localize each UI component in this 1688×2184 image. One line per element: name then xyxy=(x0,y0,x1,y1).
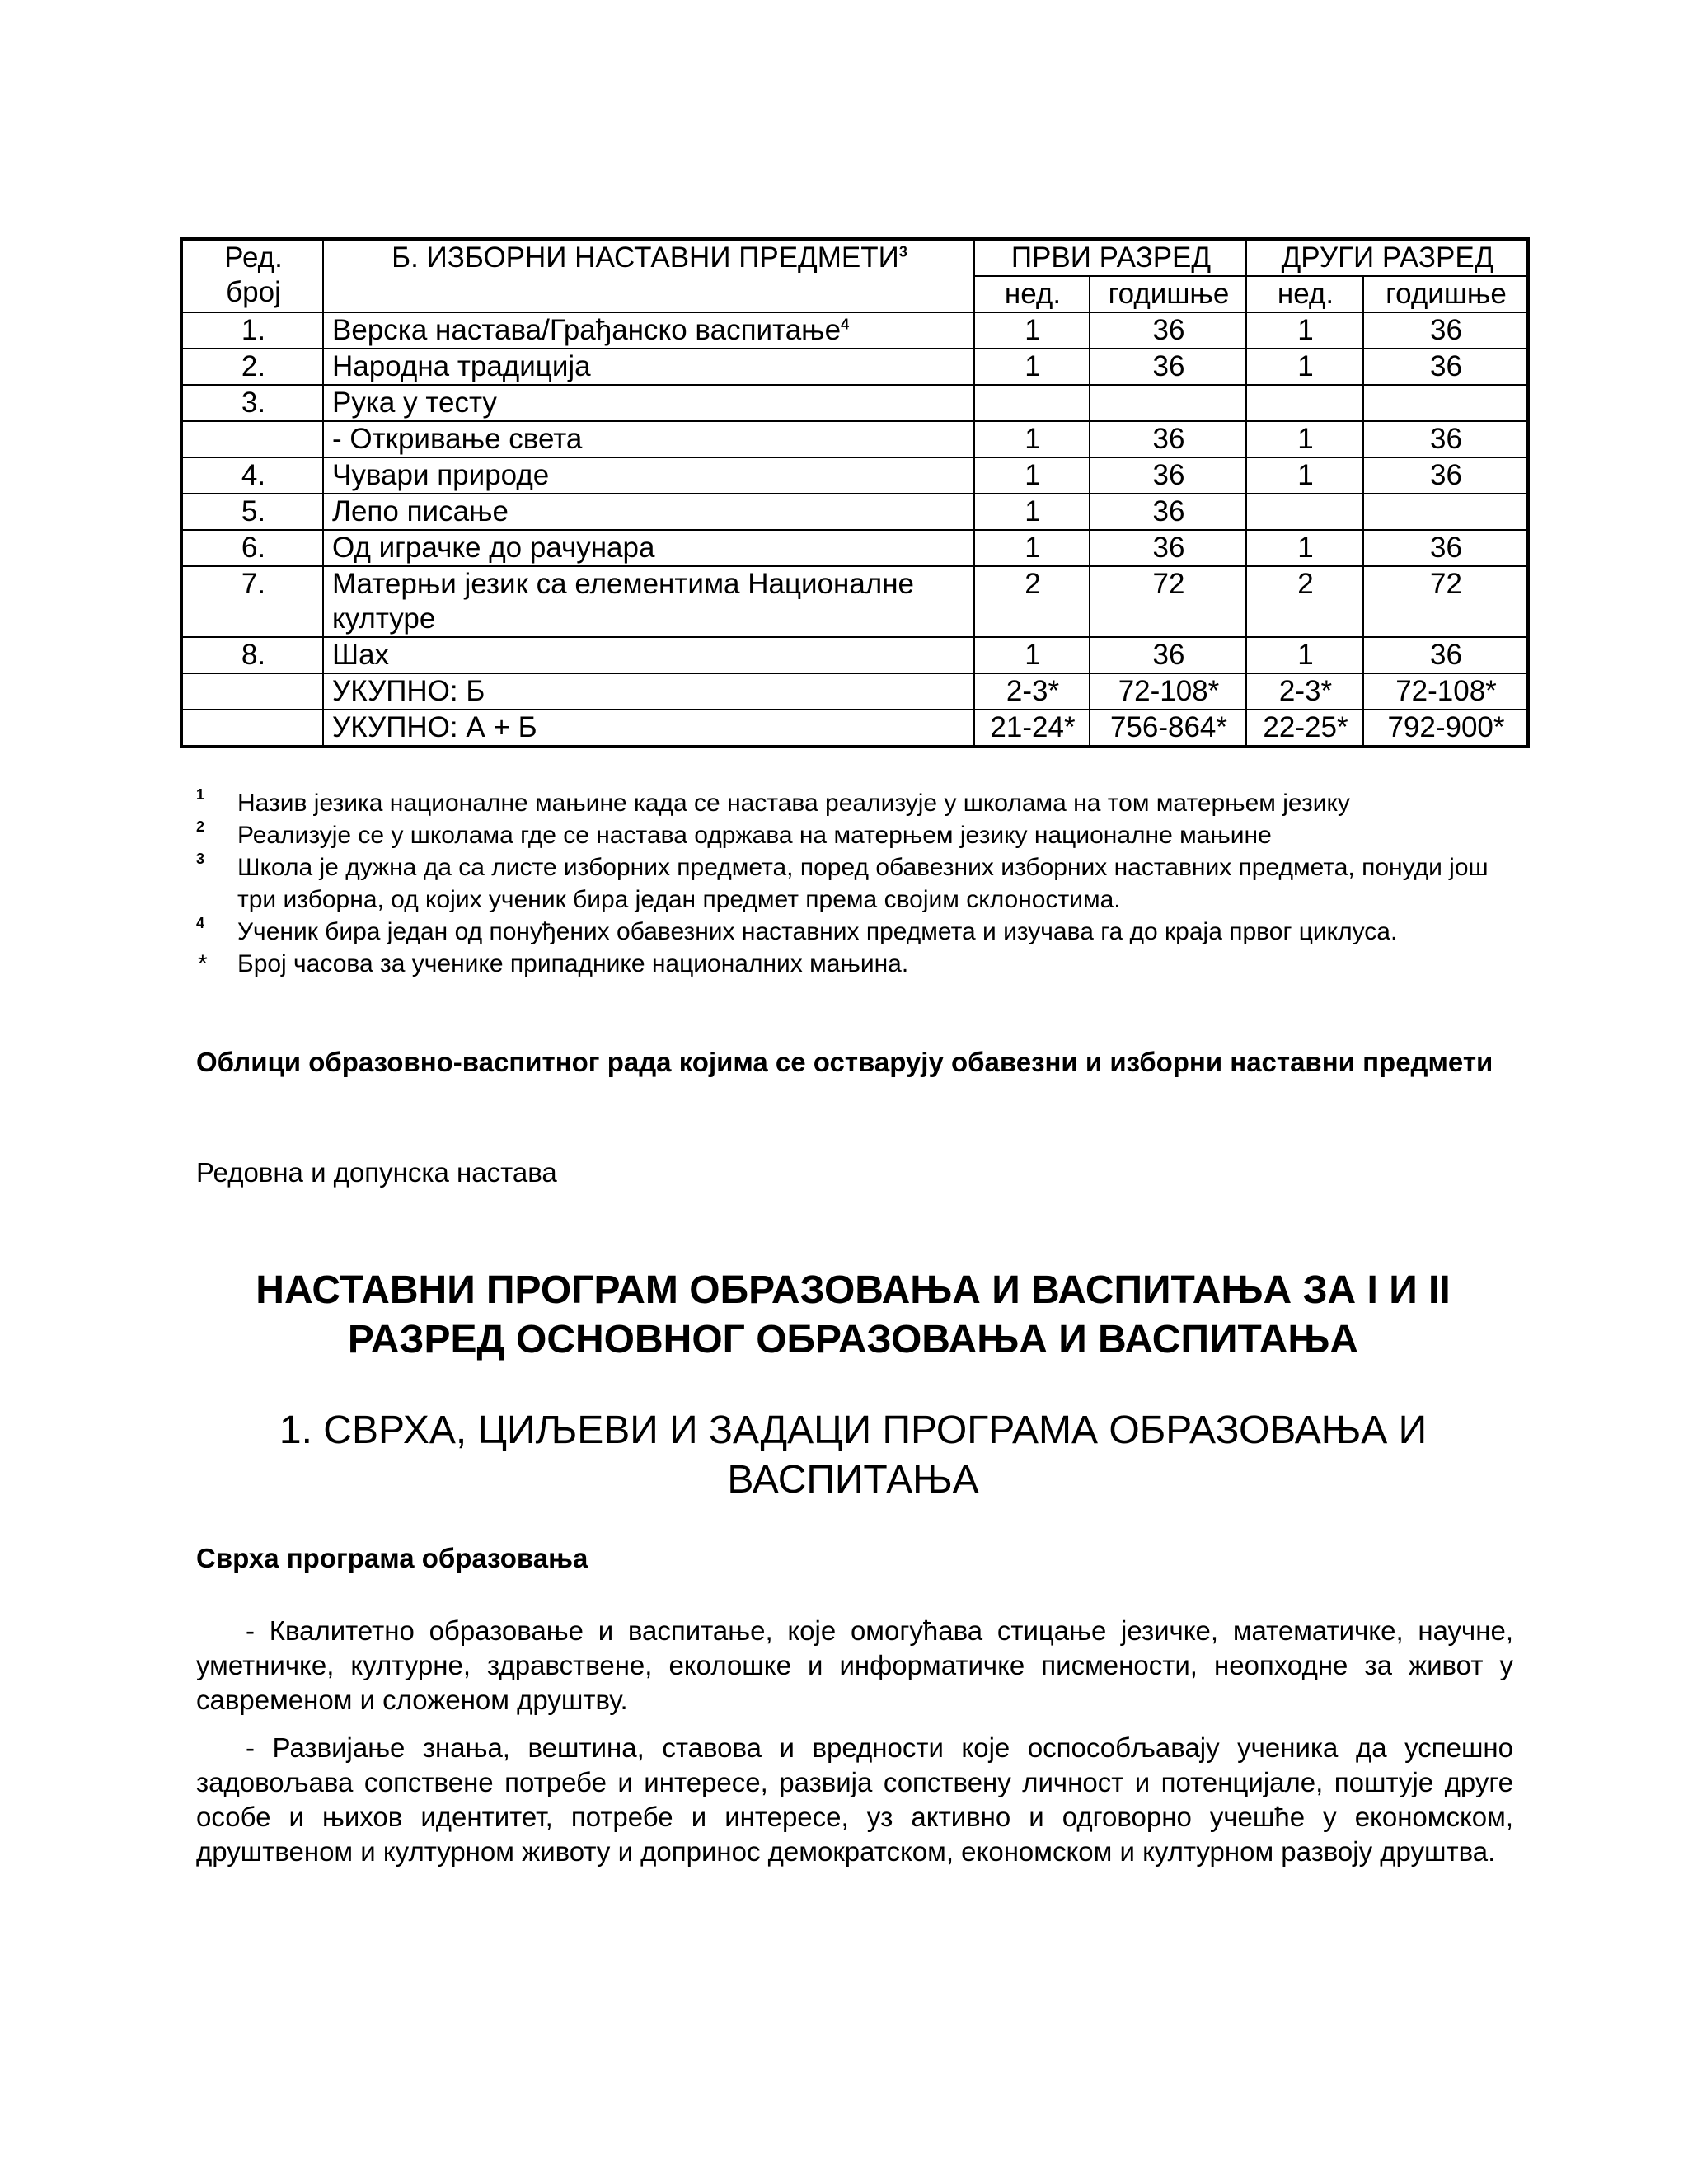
elective-subjects-table xyxy=(180,237,1530,748)
grade2-weekly-text: 2 xyxy=(1297,568,1314,600)
grade1-weekly-text: 1 xyxy=(1025,495,1041,527)
grade1-yearly-text: 36 xyxy=(1152,495,1185,527)
section-title-line2: ВАСПИТАЊА xyxy=(727,1458,979,1502)
row-number-text: 4. xyxy=(241,459,266,491)
row-number xyxy=(181,385,323,421)
table-row xyxy=(181,312,1528,349)
grade2-yearly xyxy=(1363,385,1528,421)
table-row xyxy=(181,494,1528,530)
subject-name xyxy=(323,566,974,637)
footnotes xyxy=(196,787,1515,980)
header-grade1: ПРВИ РАЗРЕД xyxy=(974,239,1246,276)
row-number xyxy=(181,530,323,566)
subject-name xyxy=(323,421,974,457)
grade1-weekly xyxy=(974,710,1090,747)
grade2-yearly xyxy=(1363,710,1528,747)
header-grade2: ДРУГИ РАЗРЕД xyxy=(1246,239,1528,276)
grade2-yearly-text: 72-108* xyxy=(1395,675,1497,707)
footnote-item xyxy=(196,851,1515,916)
grade1-weekly xyxy=(974,673,1090,710)
grade1-yearly-text: 36 xyxy=(1152,350,1185,382)
grade2-yearly-text: 36 xyxy=(1430,314,1462,346)
grade1-weekly-text: 1 xyxy=(1025,350,1041,382)
grade2-yearly xyxy=(1363,312,1528,349)
table-row xyxy=(181,457,1528,494)
header-grade1-yearly: годишње xyxy=(1090,276,1246,312)
grade2-yearly-text: 36 xyxy=(1430,350,1462,382)
grade1-weekly xyxy=(974,421,1090,457)
grade2-weekly xyxy=(1246,673,1363,710)
header-grade1-weekly: нед. xyxy=(974,276,1090,312)
subject-name-text: УКУПНО: А + Б xyxy=(332,711,537,743)
grade1-weekly-text: 2 xyxy=(1025,568,1041,600)
subject-name-text: Чувари природе xyxy=(332,459,550,491)
row-number xyxy=(181,421,323,457)
grade2-weekly xyxy=(1246,566,1363,637)
row-number xyxy=(181,637,323,673)
subject-name-text: Народна традиција xyxy=(332,350,591,382)
footnote-text: Реализује се у школама где се настава одржава на матерњем језику националне мањине xyxy=(237,822,1272,849)
grade1-yearly xyxy=(1090,312,1246,349)
footnote-ref: 4 xyxy=(841,316,850,333)
footnote-mark: * xyxy=(198,950,208,977)
table-row xyxy=(181,673,1528,710)
footnote-mark: 2 xyxy=(196,818,205,835)
grade2-yearly xyxy=(1363,421,1528,457)
row-number-text: 1. xyxy=(241,314,266,346)
table-body xyxy=(181,312,1528,747)
grade2-weekly-text: 1 xyxy=(1297,314,1314,346)
main-title xyxy=(180,1266,1526,1365)
grade2-weekly-text: 1 xyxy=(1297,350,1314,382)
grade1-yearly-text: 36 xyxy=(1152,532,1185,564)
grade2-yearly xyxy=(1363,349,1528,385)
section-title xyxy=(180,1406,1526,1505)
grade1-yearly-text: 72-108* xyxy=(1118,675,1220,707)
subject-name xyxy=(323,312,974,349)
table-row xyxy=(181,566,1528,637)
paragraph-2: - Развијање знања, вештина, ставова и вредности које оспособљавају ученика да успешно задовољава сопствене потребе и интересе, развија сопствену личност и потенцијале, поштује друге особе и њихов идентитет, потребе и интересе, уз активно и одговорно учешће у економском, друштвеном и културном животу и допринос демократском, економском и културном развоју друштва. xyxy=(196,1732,1513,1867)
row-number xyxy=(181,566,323,637)
grade2-weekly-text: 2-3* xyxy=(1278,675,1333,707)
grade2-yearly xyxy=(1363,457,1528,494)
grade2-weekly xyxy=(1246,312,1363,349)
footnote-text: Број часова за ученике припаднике националних мањина. xyxy=(237,950,909,977)
row-number-text: 2. xyxy=(241,350,266,382)
grade2-yearly xyxy=(1363,566,1528,637)
grade1-weekly-text: 1 xyxy=(1025,532,1041,564)
grade2-yearly xyxy=(1363,494,1528,530)
subject-name xyxy=(323,673,974,710)
footnote-text: Назив језика националне мањине када се настава реализује у школама на том матерњем језику xyxy=(237,790,1350,817)
grade2-yearly-text: 36 xyxy=(1430,423,1462,455)
grade1-yearly xyxy=(1090,421,1246,457)
grade1-weekly-text: 1 xyxy=(1025,459,1041,491)
section-title-line1: 1. СВРХА, ЦИЉЕВИ И ЗАДАЦИ ПРОГРАМА ОБРАЗОВАЊА И xyxy=(279,1408,1428,1452)
subject-name-text: Верска настава/Грађанско васпитање xyxy=(332,314,842,346)
row-number xyxy=(181,457,323,494)
grade2-weekly xyxy=(1246,349,1363,385)
grade1-yearly xyxy=(1090,530,1246,566)
grade1-yearly-text: 36 xyxy=(1152,423,1185,455)
table-row xyxy=(181,349,1528,385)
purpose-heading: Сврха програма образовања xyxy=(196,1543,588,1573)
grade1-weekly-text: 2-3* xyxy=(1006,675,1060,707)
subject-name-text: Лепо писање xyxy=(332,495,509,527)
subject-name-text: Матерњи језик са елементима Националне културе xyxy=(332,568,915,635)
subject-name xyxy=(323,710,974,747)
header-row-number xyxy=(181,239,323,312)
grade2-yearly xyxy=(1363,637,1528,673)
grade1-weekly xyxy=(974,637,1090,673)
grade2-weekly xyxy=(1246,637,1363,673)
forms-heading: Облици образовно-васпитног рада којима се остварују обавезни и изборни наставни предмети xyxy=(196,1047,1493,1077)
grade1-weekly-text: 1 xyxy=(1025,639,1041,671)
header-grade2-yearly: годишње xyxy=(1363,276,1528,312)
table-row xyxy=(181,710,1528,747)
paragraph-1: - Квалитетно образовање и васпитање, које омогућава стицање језичке, математичке, научне, уметничке, културне, здравствене, еколошке и информатичке писмености, неопходне за живот у савременом и сложеном друштву. xyxy=(196,1615,1513,1715)
row-number-text: 6. xyxy=(241,532,266,564)
subject-name-text: Од играчке до рачунара xyxy=(332,532,655,564)
grade1-yearly-text: 36 xyxy=(1152,314,1185,346)
grade2-weekly xyxy=(1246,710,1363,747)
row-number-text: 7. xyxy=(241,568,266,600)
grade1-yearly xyxy=(1090,673,1246,710)
footnote-item xyxy=(196,819,1515,851)
grade2-weekly xyxy=(1246,385,1363,421)
row-number xyxy=(181,312,323,349)
header-row-number-line1: Ред. xyxy=(224,241,283,274)
grade2-weekly xyxy=(1246,457,1363,494)
grade2-weekly-text: 1 xyxy=(1297,423,1314,455)
grade2-weekly xyxy=(1246,530,1363,566)
grade2-yearly-text: 36 xyxy=(1430,459,1462,491)
table-header-row xyxy=(181,239,1528,276)
grade1-weekly xyxy=(974,530,1090,566)
grade1-weekly xyxy=(974,457,1090,494)
grade1-yearly-text: 36 xyxy=(1152,459,1185,491)
table-row xyxy=(181,530,1528,566)
subject-name xyxy=(323,637,974,673)
grade1-weekly xyxy=(974,349,1090,385)
row-number xyxy=(181,349,323,385)
subject-name xyxy=(323,494,974,530)
grade1-weekly xyxy=(974,312,1090,349)
footnote-mark: 4 xyxy=(196,915,205,931)
subject-name xyxy=(323,349,974,385)
grade2-weekly-text: 1 xyxy=(1297,459,1314,491)
main-title-line1: НАСТАВНИ ПРОГРАМ ОБРАЗОВАЊА И ВАСПИТАЊА ЗА I И II xyxy=(256,1268,1451,1312)
table-row xyxy=(181,637,1528,673)
footnote-item xyxy=(196,916,1515,948)
grade1-yearly-text: 36 xyxy=(1152,639,1185,671)
footnote-item xyxy=(196,787,1515,819)
subject-name xyxy=(323,530,974,566)
grade1-weekly-text: 1 xyxy=(1025,314,1041,346)
main-title-line2: РАЗРЕД ОСНОВНОГ ОБРАЗОВАЊА И ВАСПИТАЊА xyxy=(347,1318,1359,1361)
subject-name-text: - Откривање света xyxy=(332,423,583,455)
grade1-weekly xyxy=(974,385,1090,421)
grade1-yearly xyxy=(1090,494,1246,530)
grade1-yearly xyxy=(1090,349,1246,385)
grade2-weekly-text: 22-25* xyxy=(1263,711,1348,743)
grade2-yearly-text: 72 xyxy=(1430,568,1462,600)
subject-name xyxy=(323,457,974,494)
header-subject xyxy=(323,239,974,312)
subject-name xyxy=(323,385,974,421)
grade2-yearly xyxy=(1363,530,1528,566)
grade1-yearly xyxy=(1090,566,1246,637)
row-number-text: 3. xyxy=(241,387,266,419)
row-number-text: 8. xyxy=(241,639,266,671)
grade2-yearly-text: 36 xyxy=(1430,532,1462,564)
grade1-yearly xyxy=(1090,710,1246,747)
subject-name-text: Рука у тесту xyxy=(332,387,497,419)
footnote-text: Ученик бира један од понуђених обавезних наставних предмета и изучава га до краја првог циклуса. xyxy=(237,918,1398,945)
footnote-mark: 1 xyxy=(196,786,205,803)
grade1-weekly xyxy=(974,494,1090,530)
grade1-yearly xyxy=(1090,637,1246,673)
row-number xyxy=(181,710,323,747)
table-row xyxy=(181,385,1528,421)
grade2-weekly-text: 1 xyxy=(1297,532,1314,564)
grade1-yearly xyxy=(1090,385,1246,421)
forms-text: Редовна и допунска настава xyxy=(196,1157,557,1188)
table-row xyxy=(181,421,1528,457)
footnote-text: Школа је дужна да са листе изборних предмета, поред обавезних изборних наставних предмета, понуди још три изборна, од којих ученик бира један предмет према својим склоностима. xyxy=(237,854,1489,913)
footnote-item xyxy=(196,948,1515,980)
grade1-yearly-text: 72 xyxy=(1152,568,1185,600)
grade2-weekly-text: 1 xyxy=(1297,639,1314,671)
grade1-weekly-text: 1 xyxy=(1025,423,1041,455)
header-row-number-line2: број xyxy=(226,276,281,308)
grade2-yearly-text: 792-900* xyxy=(1387,711,1505,743)
footnote-ref: 3 xyxy=(898,243,907,260)
grade2-yearly-text: 36 xyxy=(1430,639,1462,671)
subject-name-text: Шах xyxy=(332,639,390,671)
grade2-weekly xyxy=(1246,494,1363,530)
grade1-yearly xyxy=(1090,457,1246,494)
row-number xyxy=(181,494,323,530)
grade2-yearly xyxy=(1363,673,1528,710)
header-subject-label: Б. ИЗБОРНИ НАСТАВНИ ПРЕДМЕТИ xyxy=(392,241,899,274)
subject-name-text: УКУПНО: Б xyxy=(332,675,485,707)
row-number xyxy=(181,673,323,710)
grade2-weekly xyxy=(1246,421,1363,457)
grade1-weekly xyxy=(974,566,1090,637)
header-grade2-weekly: нед. xyxy=(1246,276,1363,312)
row-number-text: 5. xyxy=(241,495,266,527)
footnote-mark: 3 xyxy=(196,851,205,867)
grade1-weekly-text: 21-24* xyxy=(990,711,1076,743)
grade1-yearly-text: 756-864* xyxy=(1109,711,1228,743)
